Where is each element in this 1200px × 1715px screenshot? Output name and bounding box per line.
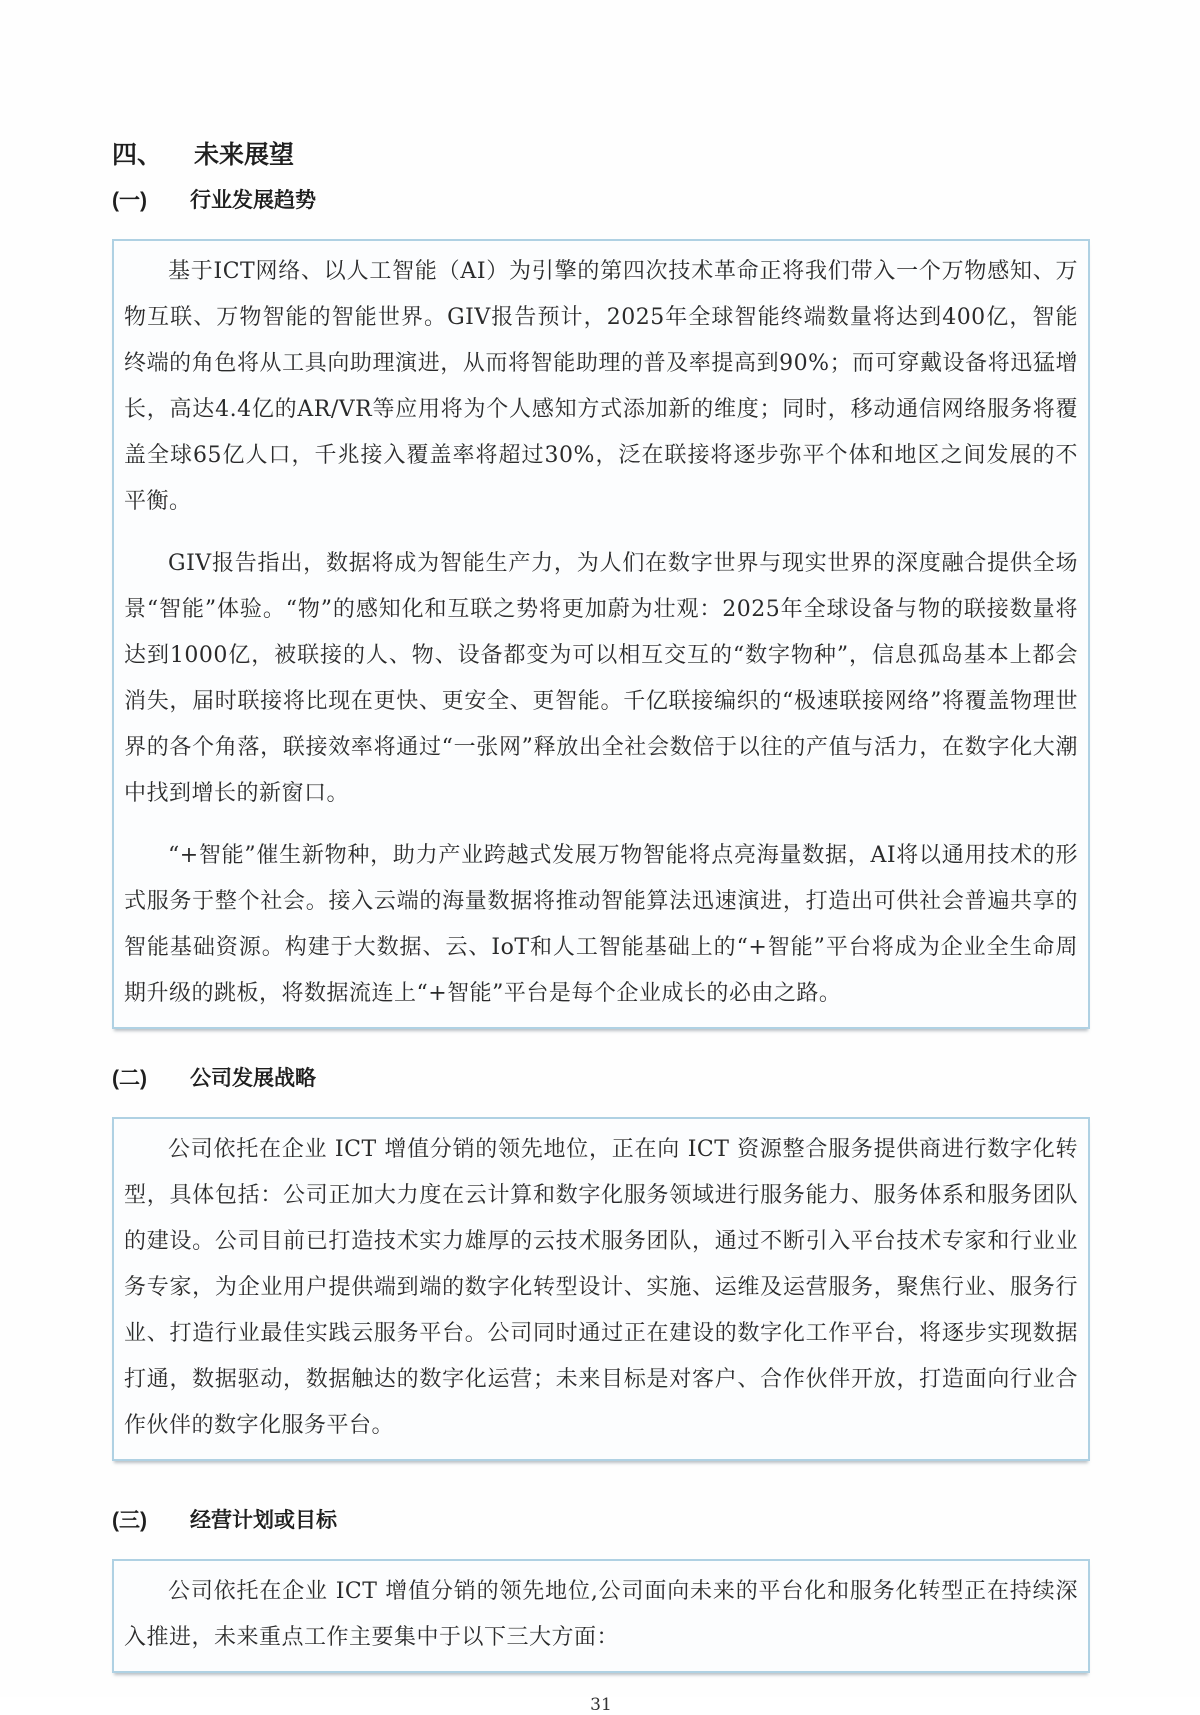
section-number: (一) <box>112 189 147 212</box>
section-heading-company-strategy <box>112 1065 1090 1093</box>
section-heading-industry-trends <box>112 187 1090 215</box>
business-plan-textbox <box>112 1559 1090 1673</box>
paragraph: 基于ICT网络、以人工智能（AI）为引擎的第四次技术革命正将我们带入一个万物感知、万物互联、万物智能的智能世界。GIV报告预计，2025年全球智能终端数量将达到400亿，智能终端的角色将从工具向助理演进，从而将智能助理的普及率提高到90%；而可穿戴设备将迅猛增长，高达4.4亿的AR/VR等应用将为个人感知方式添加新的维度；同时，移动通信网络服务将覆盖全球65亿人口，千兆接入覆盖率将超过30%，泛在联接将逐步弥平个体和地区之间发展的不平衡。 <box>124 259 1078 514</box>
industry-trends-textbox <box>112 239 1090 1029</box>
section-title: 经营计划或目标 <box>190 1509 337 1532</box>
paragraph: “+智能”催生新物种，助力产业跨越式发展万物智能将点亮海量数据，AI将以通用技术的形式服务于整个社会。接入云端的海量数据将推动智能算法迅速演进，打造出可供社会普遍共享的智能基础资源。构建于大数据、云、IoT和人工智能基础上的“+智能”平台将成为企业全生命周期升级的跳板，将数据流连上“+智能”平台是每个企业成长的必由之路。 <box>124 843 1078 1006</box>
section-number: (三) <box>112 1509 147 1532</box>
page-title-text: 未来展望 <box>194 141 295 169</box>
section-number: (二) <box>112 1067 147 1090</box>
section-title: 行业发展趋势 <box>190 189 316 212</box>
section-title: 公司发展战略 <box>190 1067 316 1090</box>
paragraph: 公司依托在企业 ICT 增值分销的领先地位，正在向 ICT 资源整合服务提供商进行数字化转型，具体包括：公司正加大力度在云计算和数字化服务领域进行服务能力、服务体系和服务团队的建设。公司目前已打造技术实力雄厚的云技术服务团队，通过不断引入平台技术专家和行业业务专家，为企业用户提供端到端的数字化转型设计、实施、运维及运营服务，聚焦行业、服务行业、打造行业最佳实践云服务平台。公司同时通过正在建设的数字化工作平台，将逐步实现数据打通，数据驱动，数据触达的数字化运营；未来目标是对客户、合作伙伴开放，打造面向行业合作伙伴的数字化服务平台。 <box>124 1137 1078 1438</box>
page-title <box>112 140 1090 170</box>
paragraph: 公司依托在企业 ICT 增值分销的领先地位,公司面向未来的平台化和服务化转型正在持续深入推进，未来重点工作主要集中于以下三大方面： <box>124 1579 1078 1650</box>
page-number: 31 <box>590 1695 612 1715</box>
page-title-number: 四、 <box>112 141 163 169</box>
section-heading-business-plan <box>112 1507 1090 1535</box>
page-footer <box>112 1695 1090 1715</box>
paragraph: GIV报告指出，数据将成为智能生产力，为人们在数字世界与现实世界的深度融合提供全场景“智能”体验。“物”的感知化和互联之势将更加蔚为壮观：2025年全球设备与物的联接数量将达到1000亿，被联接的人、物、设备都变为可以相互交互的“数字物种”，信息孤岛基本上都会消失，届时联接将比现在更快、更安全、更智能。千亿联接编织的“极速联接网络”将覆盖物理世界的各个角落，联接效率将通过“一张网”释放出全社会数倍于以往的产值与活力，在数字化大潮中找到增长的新窗口。 <box>124 551 1078 806</box>
company-strategy-textbox <box>112 1117 1090 1461</box>
